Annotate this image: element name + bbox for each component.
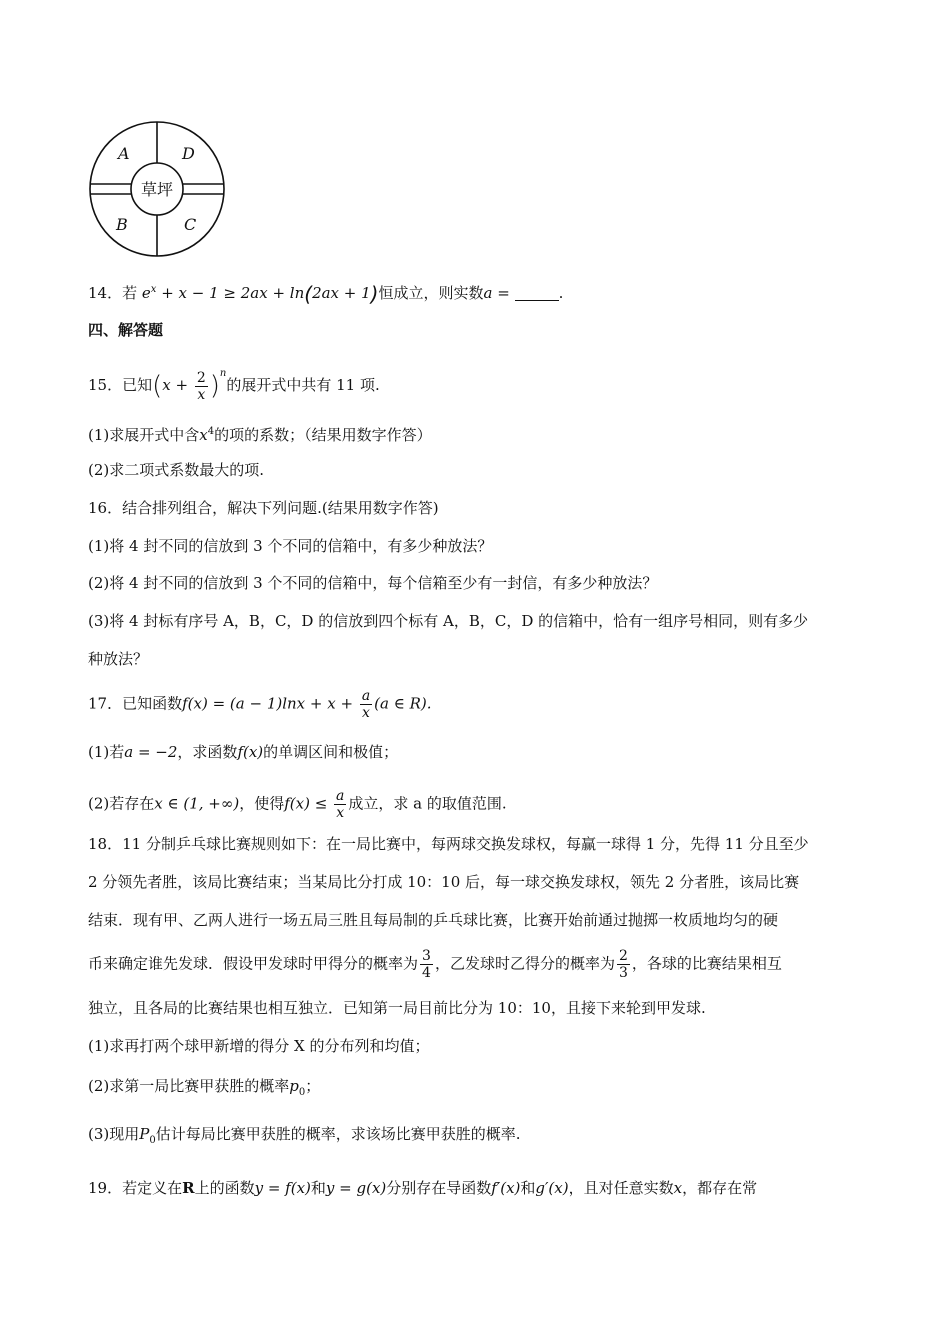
q18-part-1: (1)求再打两个球甲新增的得分 X 的分布列和均值； <box>88 1037 430 1055</box>
region-label-b: B <box>116 215 128 234</box>
question-14 <box>88 280 563 304</box>
lawn-diagram <box>86 118 228 260</box>
q16-part-3-line-1: (3)将 4 封标有序号 A，B，C，D 的信放到四个标有 A，B，C，D 的信箱中，恰有一组序号相同，则有多少 <box>88 612 809 630</box>
q18-line-5: 独立，且各局的比赛结果也相互独立．已知第一局目前比分为 10：10，且接下来轮到甲发球. <box>88 999 706 1017</box>
q18-line-3: 结束．现有甲、乙两人进行一场五局三胜且每局制的乒乓球比赛，比赛开始前通过抛掷一枚质地均匀的硬 <box>88 911 779 929</box>
q18-line-2: 2 分领先者胜，该局比赛结束；当某局比分打成 10：10 后，每一球交换发球权，领先 2 分者胜，该局比赛 <box>88 873 800 891</box>
q17-fraction: $\frac{a}{x}$ <box>361 688 371 721</box>
q16-part-2: (2)将 4 封不同的信放到 3 个不同的信箱中，每个信箱至少有一封信，有多少种放法？ <box>88 574 658 592</box>
q15-exp: n <box>219 368 227 379</box>
q15-part-1: (1)求展开式中含$x^4$的项的系数；（结果用数字作答） <box>88 426 432 444</box>
question-19: 19．若定义在R上的函数y = f(x)和y = g(x)分别存在导函数f′(x)和g′(x)，且对任意实数x，都存在常 <box>88 1179 758 1197</box>
center-label: 草坪 <box>140 180 174 199</box>
q14-number: 14． <box>88 284 123 302</box>
region-label-d: D <box>182 144 195 163</box>
region-label-a: A <box>118 144 130 163</box>
q14-prefix: 若 <box>122 284 138 302</box>
q15-number: 15． <box>88 376 123 394</box>
q17-part-1: (1)若a = −2，求函数f(x)的单调区间和极值； <box>88 743 399 761</box>
q18-part-3: (3)现用$P_0$估计每局比赛甲获胜的概率，求该场比赛甲获胜的概率. <box>88 1125 521 1146</box>
q15-fraction: $\frac{2}{x}$ <box>196 369 206 403</box>
q15-x: x <box>162 376 171 394</box>
q14-ineq: $e^x + x - 1 \ge 2ax + \ln(2ax + 1)$ <box>141 282 379 306</box>
q18-fraction-3-4: $\frac{3}{4}$ <box>422 948 431 981</box>
q17-part-2-fraction: $\frac{a}{x}$ <box>336 788 345 821</box>
q15-prefix: 已知 <box>122 376 153 394</box>
q18-fraction-2-3: $\frac{2}{3}$ <box>618 948 628 981</box>
q15-suffix: 的展开式中共有 11 项. <box>226 376 380 394</box>
q18-line-1: 18．11 分制乒乓球比赛规则如下：在一局比赛中，每两球交换发球权，每赢一球得 1 分，先得 11 分且至少 <box>88 835 809 853</box>
q18-line-4: 币来确定谁先发球．假设甲发球时甲得分的概率为 $\frac{3}{4}$ ，乙发球时乙得分的概率为 $\frac{2}{3}$ ，各球的比赛结果相互 <box>88 948 782 981</box>
q16-part-1: (1)将 4 封不同的信放到 3 个不同的信箱中，有多少种放法？ <box>88 537 493 555</box>
question-15: 15．已知(x + $\frac{2}{x}$ )$^n$的展开式中共有 11 项. <box>88 368 380 403</box>
q18-part-2: (2)求第一局比赛甲获胜的概率$p_0$； <box>88 1077 321 1098</box>
q16-part-3-line-2: 种放法？ <box>88 650 149 668</box>
q14-answer-blank[interactable] <box>515 300 559 301</box>
q14-end: . <box>558 284 564 302</box>
q14-middle: 恒成立，则实数 <box>378 284 484 302</box>
q14-eq: = <box>492 284 510 302</box>
q16-stem: 16．结合排列组合，解决下列问题.(结果用数字作答) <box>88 499 439 517</box>
section-title: 四、解答题 <box>88 321 164 339</box>
region-label-c: C <box>184 215 197 234</box>
q14-var: a <box>483 284 493 302</box>
question-17: 17．已知函数f(x) = (a − 1)lnx + x + $\frac{a}{x}$ (a ∈ R). <box>88 688 432 721</box>
q17-part-2: (2)若存在x ∈ (1, +∞)，使得f(x) ≤ $\frac{a}{x}$ 成立，求 a 的取值范围. <box>88 788 507 821</box>
q15-part-2: (2)求二项式系数最大的项. <box>88 461 265 479</box>
